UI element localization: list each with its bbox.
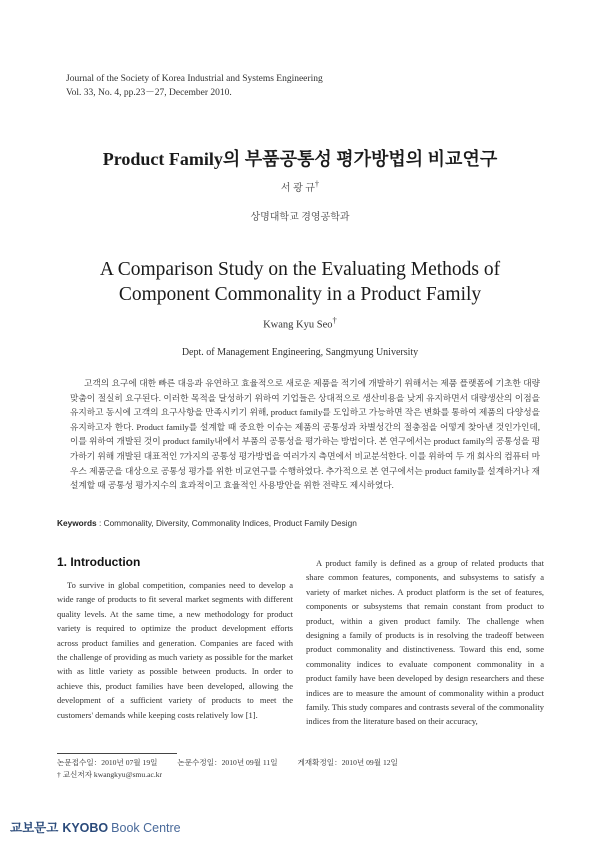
keywords: [57, 518, 557, 528]
korean-author: [0, 179, 600, 194]
english-author-mark: †: [332, 315, 337, 325]
journal-name: Journal of the Society of Korea Industrial and Systems Engineering: [66, 74, 323, 84]
journal-volume: Vol. 33, No. 4, pp.23－27, December 2010.: [66, 88, 232, 98]
english-title-line2: Component Commonality in a Product Family: [118, 284, 482, 305]
journal-info: [66, 72, 323, 100]
logo-book-centre: Book Centre: [111, 821, 181, 835]
english-author: [0, 315, 600, 331]
abstract: 고객의 요구에 대한 빠른 대응과 유연하고 효율적으로 새로운 제품을 적기에 개발하기 위해서는 제품 플랫폼에 기초한 대량 맞춤이 절실히 요구된다. 이러한 목적을 달성하기 위하여 기업들은 상대적으로 생산비용을 낮게 유지하면서 대량생산의 이점을 유지하고 동시에 고객의 요구사항을 만족시키기 위해, product family를 도입하고 가능하면 작은 변화를 통하여 제품의 다양성을 유지하고자 한다. Product family를 설계할 때 중요한 이슈는 제품의 공통성과 차별성간의 절충점을 어떻게 찾아낸 것인가인데, 이를 위하여 개발된 것이 product family내에서 부품의 공통성을 평가하는 방법이다. 본 연구에서는 product family의 공통성을 평가하기 위해 개발된 대표적인 7가지의 공통성 평가방법을 여러가지 측면에서 비교분석한다. 이를 위하여 두 개 회사의 컴퓨터 마우스 제품군을 대상으로 공통성 평가를 위한 비교연구를 수행하였다. 추가적으로 본 연구에서는 product family를 설계하거나 재설계할 때 공통성 평가지수의 효과적이고 효율적인 사용방안을 위한 전략도 제시하였다.: [70, 378, 540, 491]
accepted-date: 게재확정일：2010년 09월 12일: [297, 758, 398, 767]
korean-author-name: 서 광 규: [280, 183, 315, 194]
footnote: [57, 757, 416, 781]
received-date: 논문접수일：2010년 07월 19일: [57, 758, 158, 767]
revised-date: 논문수정일：2010년 09월 11일: [177, 758, 278, 767]
footnote-divider: [57, 753, 177, 754]
english-title: [0, 257, 600, 307]
english-title-line1: A Comparison Study on the Evaluating Methods of: [99, 259, 501, 280]
korean-affiliation: 상명대학교 경영공학과: [250, 212, 350, 223]
body-left-column: To survive in global competition, companies need to develop a wide range of products to fit several market segments with different quality levels. At the same time, a new methodology for product variety is required to optimize the product development efforts across product families and generation. Companies are faced with the challenge of providing as much variety as possible for the market with as little variety as possible between products. In order to achieve this, product families have been developed, allowing the development of a sufficient variety of products to meet the customers' demands while keeping costs relatively low [1].: [57, 580, 293, 720]
korean-title: Product Family의 부품공통성 평가방법의 비교연구: [102, 149, 498, 169]
body-right-column: A product family is defined as a group of related products that share common features, components, and subsystems to satisfy a variety of market niches. A product platform is the set of features, components or subsystems that remain constant from product to product, within a given product family. The challenge when designing a family of products is in resolving the tradeoff between product commonality and distinctiveness. Toward this end, some commonality indices to evaluate component commonality in a product family have been developed by design researchers and these indices are to measure the amount of commonality within a product family. This study compares and contrasts several of the commonality indices from the literature based on their accuracy,: [306, 558, 544, 727]
logo-korean: 교보문고: [10, 821, 59, 835]
english-affiliation: Dept. of Management Engineering, Sangmyung University: [181, 347, 419, 358]
english-author-name: Kwang Kyu Seo: [263, 319, 333, 331]
kyobo-logo: [10, 818, 181, 836]
korean-author-mark: †: [314, 179, 320, 189]
keywords-text: Commonality, Diversity, Commonality Indices, Product Family Design: [103, 518, 357, 528]
keywords-separator: :: [96, 518, 104, 528]
section-heading: 1. Introduction: [57, 555, 141, 569]
corresponding-author: † 교신저자 kwangkyu@smu.ac.kr: [57, 770, 163, 779]
footnote-dates: [57, 757, 416, 769]
keywords-label: Keywords: [57, 518, 97, 528]
logo-kyobo: KYOBO: [62, 821, 109, 835]
